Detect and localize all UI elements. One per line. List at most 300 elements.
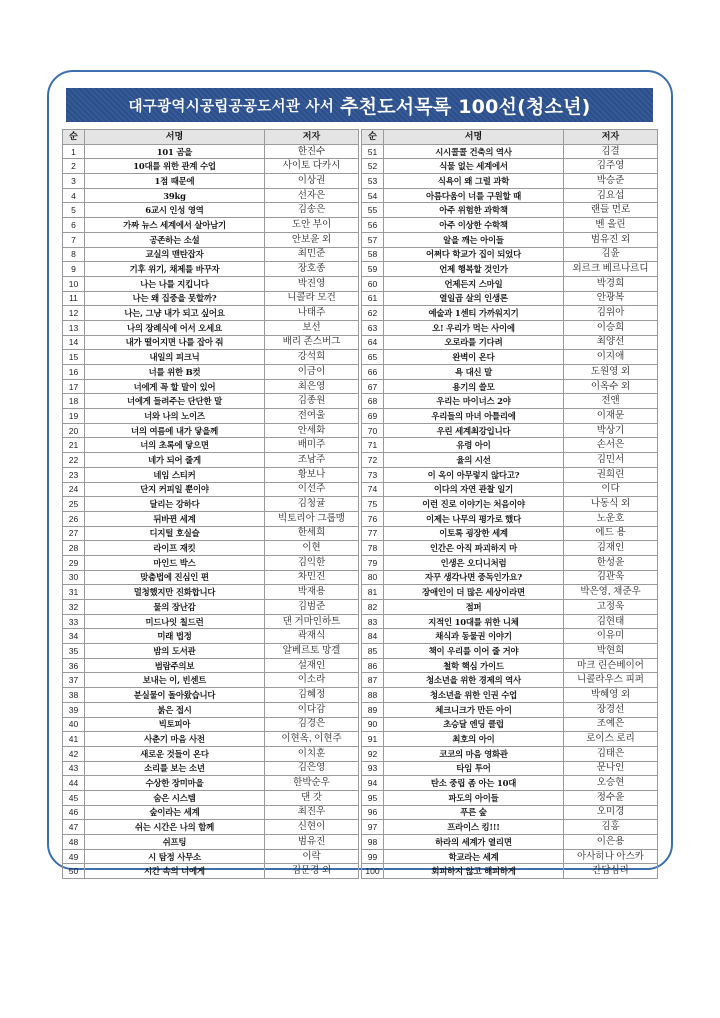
row-number: 23 (63, 467, 85, 482)
book-author: 김홍 (564, 820, 658, 835)
row-number: 70 (362, 423, 384, 438)
table-row (63, 144, 359, 159)
book-author: 김태은 (564, 746, 658, 761)
row-number: 42 (63, 746, 85, 761)
book-author: 김주영 (564, 159, 658, 174)
book-author: 노운호 (564, 511, 658, 526)
book-title: 오로라를 기다려 (384, 335, 564, 350)
book-author: 박상기 (564, 423, 658, 438)
header-title: 서명 (85, 130, 265, 145)
book-title: 욕 대신 말 (384, 365, 564, 380)
banner-library-text: 대구광역시공립공공도서관 사서 (128, 98, 335, 115)
book-title: 소리를 보는 소년 (85, 761, 265, 776)
row-number: 69 (362, 409, 384, 424)
row-number: 58 (362, 247, 384, 262)
book-author: 한박순우 (265, 776, 359, 791)
book-title: 파도의 아이들 (384, 790, 564, 805)
book-title: 단지 커피일 뿐이야 (85, 482, 265, 497)
header-title: 서명 (384, 130, 564, 145)
banner-list-title: 추천도서목록 100선(청소년) (340, 95, 591, 118)
book-author: 벤 올린 (564, 218, 658, 233)
book-title: 가짜 뉴스 세계에서 살아남기 (85, 218, 265, 233)
book-list-tables (62, 129, 658, 879)
table-row (362, 335, 658, 350)
book-title: 코코의 마음 영화관 (384, 746, 564, 761)
table-row (362, 365, 658, 380)
row-number: 21 (63, 438, 85, 453)
row-number: 5 (63, 203, 85, 218)
table-row (362, 453, 658, 468)
table-row (63, 365, 359, 380)
book-author: 빅토리아 그룹맹 (265, 511, 359, 526)
row-number: 81 (362, 585, 384, 600)
row-number: 60 (362, 276, 384, 291)
book-title: 멀청했지만 진화합니다 (85, 585, 265, 600)
table-row (362, 614, 658, 629)
table-row (362, 291, 658, 306)
row-number: 50 (63, 864, 85, 879)
book-title: 10대를 위한 관계 수업 (85, 159, 265, 174)
table-row (362, 218, 658, 233)
row-number: 82 (362, 600, 384, 615)
row-number: 49 (63, 849, 85, 864)
row-number: 18 (63, 394, 85, 409)
row-number: 43 (63, 761, 85, 776)
book-title: 이다의 자연 관찰 일기 (384, 482, 564, 497)
book-title: 마인드 박스 (85, 555, 265, 570)
book-author: 권희린 (564, 467, 658, 482)
book-author: 정수윤 (564, 790, 658, 805)
book-title: 너와 나의 노이즈 (85, 409, 265, 424)
book-title: 인생은 오디니처럼 (384, 555, 564, 570)
table-body-right (362, 144, 658, 878)
book-author: 이지애 (564, 350, 658, 365)
row-number: 98 (362, 835, 384, 850)
book-title: 시시콜콜 건축의 역사 (384, 144, 564, 159)
table-row (362, 409, 658, 424)
row-number: 47 (63, 820, 85, 835)
table-row (63, 761, 359, 776)
table-row (63, 629, 359, 644)
row-number: 9 (63, 262, 85, 277)
book-title: 탄소 중립 좀 아는 10대 (384, 776, 564, 791)
table-row (362, 247, 658, 262)
book-title: 물의 장난감 (85, 600, 265, 615)
book-title: 쉬는 시간은 나의 함께 (85, 820, 265, 835)
book-author: 장호종 (265, 262, 359, 277)
table-row (362, 188, 658, 203)
book-title: 시간 속의 너에게 (85, 864, 265, 879)
table-row (63, 335, 359, 350)
book-title: 달리는 강하다 (85, 497, 265, 512)
book-title: 밤의 도서관 (85, 644, 265, 659)
table-row (362, 467, 658, 482)
book-title: 프라이스 킹!!! (384, 820, 564, 835)
table-row (63, 746, 359, 761)
row-number: 91 (362, 732, 384, 747)
table-row (362, 629, 658, 644)
row-number: 31 (63, 585, 85, 600)
table-row (63, 276, 359, 291)
book-author: 배리 존스버그 (265, 335, 359, 350)
book-title: 열일곱 살의 인생론 (384, 291, 564, 306)
book-author: 한성윤 (564, 555, 658, 570)
book-author: 이다 (564, 482, 658, 497)
book-title: 우리들의 마녀 아틀리에 (384, 409, 564, 424)
book-author: 박혜영 외 (564, 688, 658, 703)
book-author: 박승준 (564, 174, 658, 189)
table-row (63, 717, 359, 732)
book-title: 공존하는 소설 (85, 232, 265, 247)
row-number: 10 (63, 276, 85, 291)
book-title: 쉬프팅 (85, 835, 265, 850)
row-number: 20 (63, 423, 85, 438)
book-author: 오승현 (564, 776, 658, 791)
book-author: 댄 거마인하트 (265, 614, 359, 629)
table-row (362, 776, 658, 791)
book-title: 우린 세계최강입니다 (384, 423, 564, 438)
book-author: 이선주 (265, 482, 359, 497)
book-title: 이토록 굉장한 세계 (384, 526, 564, 541)
row-number: 89 (362, 702, 384, 717)
book-title: 맞춤법에 진심인 편 (85, 570, 265, 585)
book-author: 최민준 (265, 247, 359, 262)
row-number: 76 (362, 511, 384, 526)
row-number: 77 (362, 526, 384, 541)
table-row (63, 585, 359, 600)
row-number: 34 (63, 629, 85, 644)
row-number: 66 (362, 365, 384, 380)
book-author: 나동식 외 (564, 497, 658, 512)
book-title: 사춘기 마음 사전 (85, 732, 265, 747)
table-row (63, 644, 359, 659)
table-row (362, 746, 658, 761)
row-number: 78 (362, 541, 384, 556)
table-row (63, 320, 359, 335)
book-title: 책이 우리를 이어 줄 거야 (384, 644, 564, 659)
title-banner (66, 88, 653, 122)
book-author: 이현옥, 이현주 (265, 732, 359, 747)
book-author: 김은영 (265, 761, 359, 776)
book-author: 나태주 (265, 306, 359, 321)
table-row (362, 820, 658, 835)
book-author: 에드 용 (564, 526, 658, 541)
row-number: 29 (63, 555, 85, 570)
table-row (63, 394, 359, 409)
row-number: 73 (362, 467, 384, 482)
book-author: 이재문 (564, 409, 658, 424)
book-author: 고정욱 (564, 600, 658, 615)
row-number: 63 (362, 320, 384, 335)
table-header-row (362, 130, 658, 145)
row-number: 8 (63, 247, 85, 262)
row-number: 99 (362, 849, 384, 864)
table-row (63, 409, 359, 424)
table-row (362, 732, 658, 747)
table-row (362, 702, 658, 717)
row-number: 38 (63, 688, 85, 703)
row-number: 45 (63, 790, 85, 805)
table-row (362, 805, 658, 820)
book-author: 김재인 (564, 541, 658, 556)
book-author: 김위아 (564, 306, 658, 321)
book-author: 이치훈 (265, 746, 359, 761)
table-row (362, 438, 658, 453)
book-author: 댄 갓 (265, 790, 359, 805)
book-title: 6교시 인성 영역 (85, 203, 265, 218)
row-number: 61 (362, 291, 384, 306)
table-row (362, 159, 658, 174)
book-author: 니콜라우스 피퍼 (564, 673, 658, 688)
book-title: 학교라는 세계 (384, 849, 564, 864)
row-number: 1 (63, 144, 85, 159)
row-number: 56 (362, 218, 384, 233)
book-author: 손서은 (564, 438, 658, 453)
book-author: 박진영 (265, 276, 359, 291)
book-title: 회피하지 않고 해피하게 (384, 864, 564, 879)
table-row (63, 570, 359, 585)
book-title: 하라의 세계가 열리면 (384, 835, 564, 850)
book-author: 간담심리 (564, 864, 658, 879)
book-author: 김관욱 (564, 570, 658, 585)
row-number: 27 (63, 526, 85, 541)
book-author: 이락 (265, 849, 359, 864)
book-author: 이은용 (564, 835, 658, 850)
row-number: 87 (362, 673, 384, 688)
book-author: 니콜라 모건 (265, 291, 359, 306)
row-number: 32 (63, 600, 85, 615)
book-title: 나의 장례식에 어서 오세요 (85, 320, 265, 335)
book-author: 김경은 (265, 717, 359, 732)
book-title: 이 옥이 아무렇지 않다고? (384, 467, 564, 482)
table-header-row (63, 130, 359, 145)
book-title: 철학 핵심 가이드 (384, 658, 564, 673)
book-title: 네가 되어 줄게 (85, 453, 265, 468)
book-title: 나는, 그냥 내가 되고 싶어요 (85, 306, 265, 321)
table-row (362, 526, 658, 541)
row-number: 4 (63, 188, 85, 203)
book-title: 숲이라는 세계 (85, 805, 265, 820)
table-row (63, 306, 359, 321)
book-title: 식욕이 왜 그럴 과학 (384, 174, 564, 189)
book-author: 김문경 외 (265, 864, 359, 879)
row-number: 19 (63, 409, 85, 424)
table-row (362, 394, 658, 409)
row-number: 74 (362, 482, 384, 497)
book-author: 박현희 (564, 644, 658, 659)
book-title: 타임 투어 (384, 761, 564, 776)
book-title: 초승달 엔딩 클럽 (384, 717, 564, 732)
book-author: 김결 (564, 144, 658, 159)
book-title: 기후 위기, 채제를 바꾸자 (85, 262, 265, 277)
book-title: 숨은 시스템 (85, 790, 265, 805)
book-title: 자꾸 생각나면 중독인가요? (384, 570, 564, 585)
book-title: 유령 아이 (384, 438, 564, 453)
book-title: 디지털 호실슬 (85, 526, 265, 541)
table-row (362, 555, 658, 570)
book-title: 시 탐정 사무소 (85, 849, 265, 864)
book-title: 율의 시선 (384, 453, 564, 468)
row-number: 36 (63, 658, 85, 673)
book-title: 예술과 1센티 가까워지기 (384, 306, 564, 321)
book-title: 이런 진로 이야기는 처음이야 (384, 497, 564, 512)
book-author: 선자은 (265, 188, 359, 203)
table-row (362, 306, 658, 321)
table-row (63, 820, 359, 835)
table-row (63, 291, 359, 306)
row-number: 3 (63, 174, 85, 189)
table-row (63, 453, 359, 468)
book-author: 랜들 먼로 (564, 203, 658, 218)
table-row (362, 144, 658, 159)
header-author: 저자 (265, 130, 359, 145)
book-title: 뒤바뀐 세계 (85, 511, 265, 526)
table-row (63, 732, 359, 747)
book-author: 범유진 외 (564, 232, 658, 247)
book-author: 김혜정 (265, 688, 359, 703)
book-author: 이상권 (265, 174, 359, 189)
table-row (362, 350, 658, 365)
row-number: 80 (362, 570, 384, 585)
table-row (63, 497, 359, 512)
book-author: 최은영 (265, 379, 359, 394)
book-author: 안세화 (265, 423, 359, 438)
table-row (63, 702, 359, 717)
book-author: 도안 부이 (265, 218, 359, 233)
book-title: 내가 떨어지면 나를 잡아 줘 (85, 335, 265, 350)
book-title: 내일의 피크닉 (85, 350, 265, 365)
row-number: 39 (63, 702, 85, 717)
row-number: 6 (63, 218, 85, 233)
table-row (362, 276, 658, 291)
book-title: 너의 초록에 닿으면 (85, 438, 265, 453)
row-number: 88 (362, 688, 384, 703)
row-number: 37 (63, 673, 85, 688)
row-number: 90 (362, 717, 384, 732)
table-row (362, 790, 658, 805)
table-row (63, 218, 359, 233)
table-row (362, 232, 658, 247)
book-author: 아사히나 아스카 (564, 849, 658, 864)
row-number: 14 (63, 335, 85, 350)
book-author: 강석희 (265, 350, 359, 365)
book-author: 김청귤 (265, 497, 359, 512)
table-row (362, 379, 658, 394)
book-title: 너에게 들려주는 단단한 말 (85, 394, 265, 409)
book-author: 도원영 외 (564, 365, 658, 380)
book-title: 언제든지 스마일 (384, 276, 564, 291)
book-title: 너에게 꼭 할 말이 있어 (85, 379, 265, 394)
book-author: 안보윤 외 (265, 232, 359, 247)
row-number: 24 (63, 482, 85, 497)
table-row (362, 423, 658, 438)
row-number: 68 (362, 394, 384, 409)
book-title: 미래 법정 (85, 629, 265, 644)
table-row (63, 203, 359, 218)
table-row (63, 511, 359, 526)
row-number: 97 (362, 820, 384, 835)
book-author: 김익한 (265, 555, 359, 570)
book-title: 라이프 재킷 (85, 541, 265, 556)
book-author: 최양선 (564, 335, 658, 350)
table-row (63, 159, 359, 174)
book-author: 조예은 (564, 717, 658, 732)
row-number: 65 (362, 350, 384, 365)
table-row (63, 849, 359, 864)
table-row (63, 805, 359, 820)
table-row (362, 585, 658, 600)
book-title: 청소년을 위한 경제의 역사 (384, 673, 564, 688)
book-title: 언제 행복할 것인가 (384, 262, 564, 277)
book-title: 점퍼 (384, 600, 564, 615)
table-row (63, 673, 359, 688)
book-title: 수상한 장미마을 (85, 776, 265, 791)
book-title: 미드나잇 칠드런 (85, 614, 265, 629)
book-author: 이금이 (265, 365, 359, 380)
table-row (63, 835, 359, 850)
table-row (63, 864, 359, 879)
table-row (362, 644, 658, 659)
row-number: 55 (362, 203, 384, 218)
book-author: 안광복 (564, 291, 658, 306)
book-author: 알베르토 망겔 (265, 644, 359, 659)
table-row (63, 379, 359, 394)
table-row (362, 174, 658, 189)
book-title: 아주 이상한 수학책 (384, 218, 564, 233)
row-number: 95 (362, 790, 384, 805)
table-row (63, 614, 359, 629)
table-row (362, 835, 658, 850)
table-row (362, 673, 658, 688)
table-row (63, 247, 359, 262)
book-title: 나는 왜 집중을 못할까? (85, 291, 265, 306)
row-number: 93 (362, 761, 384, 776)
book-author: 박재용 (265, 585, 359, 600)
row-number: 79 (362, 555, 384, 570)
book-title: 붉은 접시 (85, 702, 265, 717)
book-title: 우리는 마이너스 2야 (384, 394, 564, 409)
book-author: 전앤 (564, 394, 658, 409)
table-row (63, 232, 359, 247)
table-row (63, 482, 359, 497)
book-author: 로이스 로리 (564, 732, 658, 747)
row-number: 62 (362, 306, 384, 321)
book-author: 박은영, 채준우 (564, 585, 658, 600)
table-row (362, 864, 658, 879)
row-number: 51 (362, 144, 384, 159)
row-number: 44 (63, 776, 85, 791)
book-title: 범람주의보 (85, 658, 265, 673)
book-title: 식물 없는 세계에서 (384, 159, 564, 174)
row-number: 59 (362, 262, 384, 277)
row-number: 64 (362, 335, 384, 350)
book-author: 사이토 다카시 (265, 159, 359, 174)
table-row (362, 541, 658, 556)
row-number: 92 (362, 746, 384, 761)
row-number: 72 (362, 453, 384, 468)
book-author: 한진수 (265, 144, 359, 159)
book-title: 새로운 것들이 온다 (85, 746, 265, 761)
row-number: 71 (362, 438, 384, 453)
book-author: 김범준 (265, 600, 359, 615)
row-number: 12 (63, 306, 85, 321)
book-title: 교실의 맨탄잡자 (85, 247, 265, 262)
book-author: 장경선 (564, 702, 658, 717)
table-row (362, 570, 658, 585)
row-number: 2 (63, 159, 85, 174)
book-author: 한세희 (265, 526, 359, 541)
book-title: 오! 우리가 먹는 사이에 (384, 320, 564, 335)
